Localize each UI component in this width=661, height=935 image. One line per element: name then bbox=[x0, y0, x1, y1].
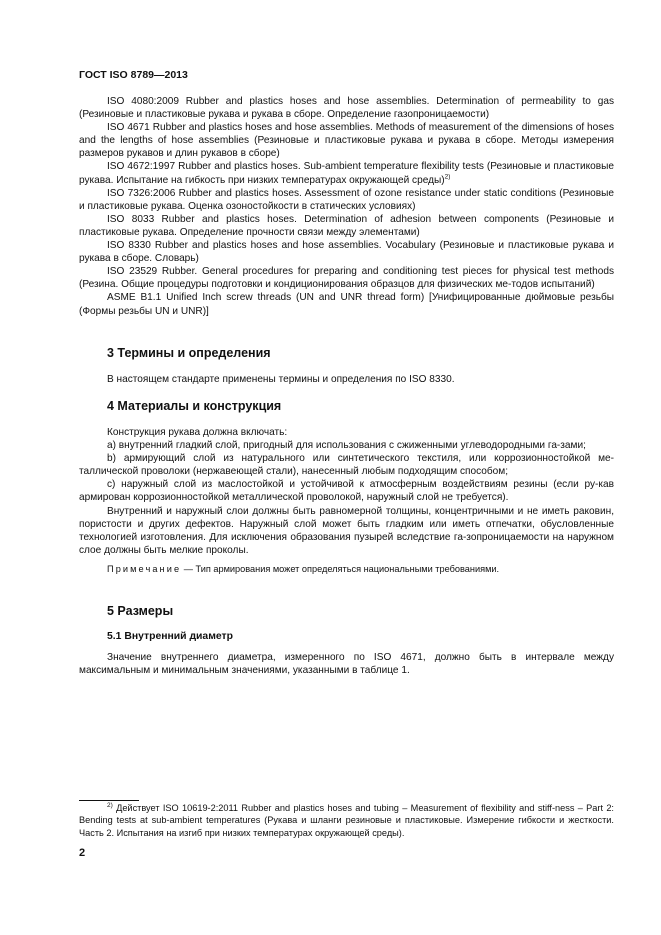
reference-item: ASME B1.1 Unified Inch screw threads (UN and UNR thread form) [Унифицированные дюймовые резьбы (Формы резьбы UN и UNR)] bbox=[79, 292, 614, 317]
reference-item: ISO 4080:2009 Rubber and plastics hoses and hose assemblies. Determination of permeability to gas (Резиновые и пластиковые рукава и рукава в сборе. Определение газопроницаемости) bbox=[79, 96, 614, 121]
note-text: — Тип армирования может определяться национальными требованиями. bbox=[181, 563, 500, 574]
section-5-body bbox=[79, 651, 614, 677]
reference-text: ISO 4672:1997 Rubber and plastics hoses. Sub-ambient temperature flexibility tests (Резиновые и пластиковые рукава. Испытание на гибкость при низких температурах окружающей среды) bbox=[79, 161, 614, 186]
footnote-body: Действует ISO 10619-2:2011 Rubber and plastics hoses and tubing – Measurement of flexibility and stiff-ness – Part 2: Bending tests at sub-ambient temperatures (Рукава и шланги резиновые и пластиковые. Измерение гибкости и жесткости. Часть 2. Испытания на изгиб при низких температурах окружающей среды). bbox=[79, 803, 614, 838]
section-4-intro: Конструкция рукава должна включать: bbox=[107, 427, 288, 438]
list-item: с) наружный слой из маслостойкой и устойчивой к атмосферным воздействиям резины (если ру-кав армирован коррозионностойкой металлической проволокой, наружный слой не требуется). bbox=[79, 479, 614, 504]
reference-item: ISO 8033 Rubber and plastics hoses. Determination of adhesion between components (Резиновые и пластиковые рукава. Определение прочности связи между элементами) bbox=[79, 213, 614, 238]
section-5-heading: 5 Размеры bbox=[107, 604, 174, 618]
reference-item: ISO 23529 Rubber. General procedures for preparing and conditioning test pieces for physical test methods (Резина. Общие процедуры подготовки и кондиционирования образцов для физических ме-тодов испытаний) bbox=[79, 266, 614, 291]
section-4-heading: 4 Материалы и конструкция bbox=[107, 399, 282, 413]
reference-item: ISO 7326:2006 Rubber and plastics hoses. Assessment of ozone resistance under static conditions (Резиновые и пластиковые рукава. Оценка озоностойкости в статических условиях) bbox=[79, 187, 614, 212]
note-label: Примечание bbox=[107, 563, 182, 574]
section-3-body bbox=[79, 373, 614, 386]
footnote-divider bbox=[79, 800, 139, 801]
normative-references bbox=[79, 95, 614, 318]
section-3-heading: 3 Термины и определения bbox=[107, 346, 271, 360]
footnote bbox=[79, 802, 614, 839]
reference-item: ISO 4671 Rubber and plastics hoses and hose assemblies. Methods of measurement of the dimensions of hoses and the lengths of hose assemblies (Резиновые и пластиковые рукава и рукава в сборе. Методы измерения размеров рукавов и длин рукавов в сборе) bbox=[79, 122, 614, 160]
section-3-text: В настоящем стандарте применены термины и определения по ISO 8330. bbox=[107, 374, 455, 385]
footnote-ref[interactable]: 2) bbox=[444, 173, 451, 181]
reference-item: ISO 8330 Rubber and plastics hoses and hose assemblies. Vocabulary (Резиновые и пластиковые рукава и рукава в сборе. Словарь) bbox=[79, 240, 614, 265]
list-item: b) армирующий слой из натурального или синтетического текстиля, или коррозионностойкой ме-таллической проволоки (нержавеющей стали), нанесенный любым подходящим способом; bbox=[79, 453, 614, 478]
reference-item bbox=[79, 160, 614, 186]
list-item: а) внутренний гладкий слой, пригодный для использования с сжиженными углеводородными га-зами; bbox=[107, 440, 586, 452]
footnote-text bbox=[79, 802, 614, 839]
document-header: ГОСТ ISO 8789—2013 bbox=[79, 69, 188, 81]
footnote-marker: 2) bbox=[107, 801, 113, 809]
section-5-1-heading: 5.1 Внутренний диаметр bbox=[107, 631, 233, 642]
page-number: 2 bbox=[79, 847, 86, 859]
section-4-body bbox=[79, 426, 614, 575]
section-4-paragraph: Внутренний и наружный слои должны быть равномерной толщины, концентричными и не иметь раковин, пористости и других дефектов. Наружный слой может быть гладким или иметь отпечатки, обусловленные технологией изготовления. Для исключения образования пузырей вследствие га-зопроницаемости на наружном слое должны быть мелкие проколы. bbox=[79, 505, 614, 556]
note bbox=[79, 563, 614, 575]
section-5-text: Значение внутреннего диаметра, измеренного по ISO 4671, должно быть в интервале между максимальным и минимальным значениями, указанными в таблице 1. bbox=[79, 652, 614, 677]
